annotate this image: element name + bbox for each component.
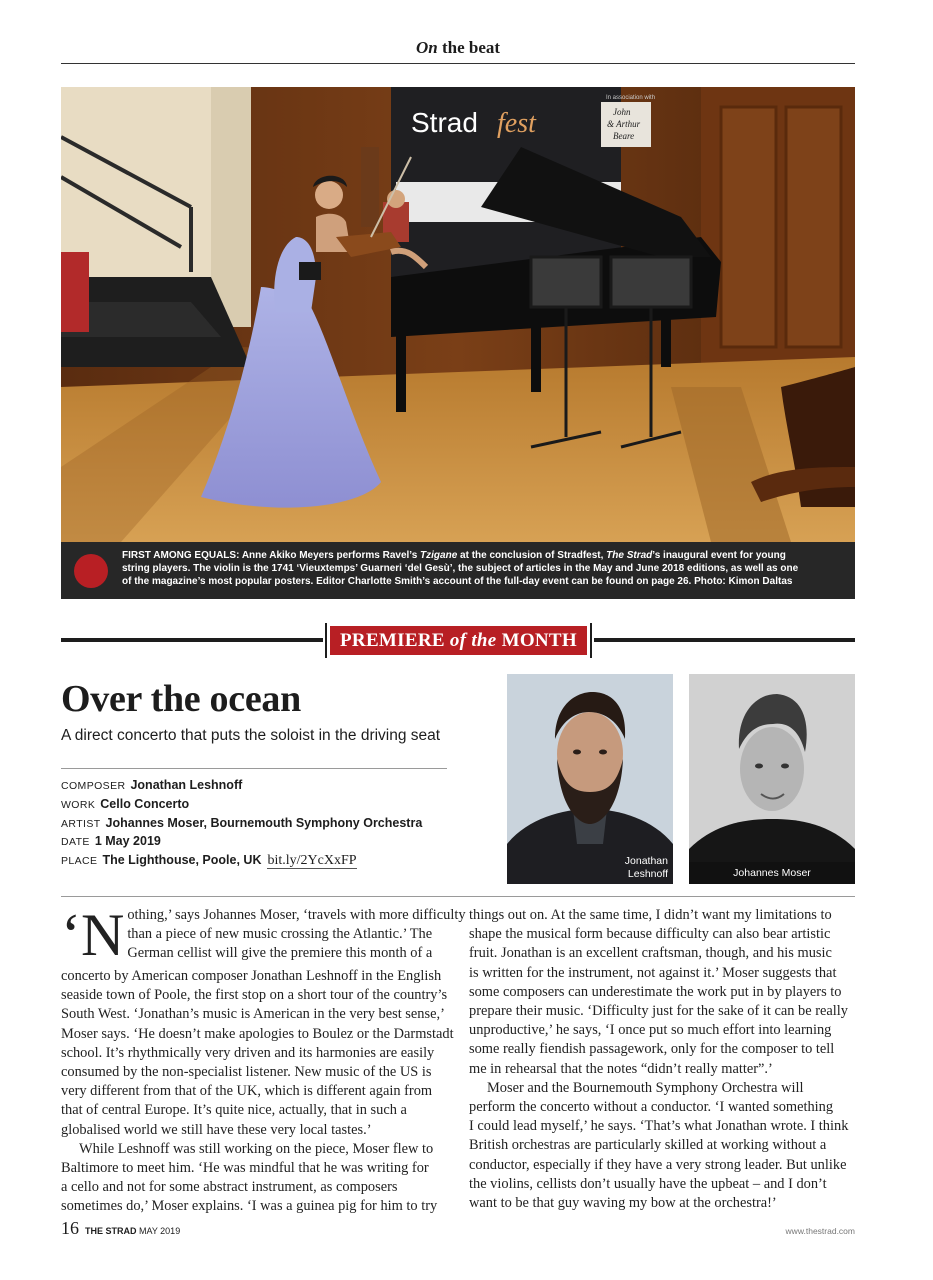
backdrop-logo-accent: fest (497, 108, 536, 139)
drop-cap: ‘N (61, 902, 125, 968)
footer-magazine (85, 1226, 180, 1236)
portrait-label-right: Johannes Moser (689, 862, 855, 884)
text-line: South West. ‘Jonathan’s music is American in the very best sense,’ (61, 1006, 445, 1023)
section-header-italic: On (415, 38, 438, 57)
caption-line-3: of the magazine’s most popular posters. Editor Charlotte Smith’s account of the full-day event can be found on page 26. Photo: Kimon Daltas (122, 576, 793, 588)
body-column-2 (469, 906, 855, 1213)
text-line: sometimes do,’ Moser explains. ‘I was a guinea pig for him to try (61, 1198, 438, 1215)
premiere-banner (330, 626, 587, 655)
portrait-moser-illustration (689, 674, 855, 884)
text-line: Moser and the Bournemouth Symphony Orchestra will (487, 1079, 804, 1096)
text-line: want to be that guy waving my bow at the orchestra!’ (469, 1195, 777, 1212)
footer-magazine-name: THE STRAD (85, 1226, 137, 1236)
fact-label: ARTIST (61, 817, 101, 830)
photo-caption (61, 542, 855, 599)
section-header (61, 38, 855, 58)
partner-name-2: & Arthur (607, 119, 641, 129)
text-line: German cellist will give the premiere this month of a (127, 945, 433, 962)
caption-magazine: The Strad (606, 550, 653, 561)
caption-text (122, 549, 802, 589)
text-line: me in rehearsal that the notes “didn’t really matter”.’ (469, 1060, 773, 1077)
concert-photo-illustration (61, 87, 855, 542)
backdrop-partner: In association with (606, 95, 656, 101)
text-line: very different from that of the UK, which is different again from (61, 1083, 433, 1100)
partner-name-1: John (613, 107, 631, 117)
text-line: British orchestras are particularly skilled at working without a (469, 1137, 827, 1154)
paragraph-4 (469, 1079, 855, 1213)
paragraph-3 (469, 906, 855, 1079)
fact-label: DATE (61, 836, 90, 849)
concert-photo (61, 87, 855, 542)
caption-line-2: string players. The violin is the 1741 ‘Vieuxtemps’ Guarneri ‘del Gesù’, the subject of articles in the May and June 2018 editions, as well as one (122, 563, 799, 575)
portrait-label-left-line-2: Leshnoff (627, 868, 668, 880)
text-line: the violins, cellists don’t usually have the upbeat – and I don’t (469, 1175, 827, 1192)
text-line: some composers can underestimate the work put in by players to (469, 983, 842, 1000)
fact-value: Jonathan Leshnoff (130, 778, 243, 792)
fact-place (61, 851, 481, 870)
text-line: fruit. Jonathan is an excellent craftsman, though, and his music (469, 945, 832, 962)
caption-part-2: at the conclusion of Stradfest, (457, 550, 607, 561)
caption-marker-icon (74, 554, 108, 588)
fact-label: WORK (61, 798, 96, 811)
text-line: some really fiendish passagework, only for the composer to tell (469, 1041, 835, 1058)
paragraph-1 (61, 902, 466, 1140)
caption-lead: FIRST AMONG EQUALS: (122, 550, 240, 561)
text-line: I could lead myself,’ he says. ‘That’s what Jonathan wrote. I think (469, 1118, 849, 1135)
portrait-leshnoff-illustration (507, 674, 673, 884)
text-line: that of central Europe. It’s quite nice, actually, that in such a (61, 1102, 407, 1119)
page-number: 16 (61, 1218, 79, 1238)
text-line: Baltimore to meet him. ‘He was mindful that he was writing for (61, 1160, 429, 1177)
caption-work-title: Tzigane (420, 550, 458, 561)
text-line: conductor, especially if they have a very strong leader. But unlike (469, 1156, 847, 1173)
text-line: While Leshnoff was still working on the piece, Moser flew to (79, 1140, 434, 1157)
text-line: is written for the instrument, not against it.’ Moser suggests that (469, 964, 837, 981)
body-divider (61, 896, 855, 897)
text-line: seaside town of Poole, the first stop on a short tour of the country’s (61, 987, 448, 1004)
caption-part-1: Anne Akiko Meyers performs Ravel’s (239, 550, 421, 561)
banner-rule-left (61, 638, 323, 642)
header-divider (61, 63, 855, 64)
banner-rule-right (594, 638, 855, 642)
fact-date (61, 832, 481, 851)
footer-issue: MAY 2019 (136, 1226, 181, 1236)
fact-work (61, 795, 481, 814)
subtitle-divider (61, 768, 447, 769)
banner-text-1: PREMIERE (340, 630, 450, 651)
text-line: a cello and not for some abstract instrument, as composers (61, 1179, 398, 1196)
fact-value: The Lighthouse, Poole, UK (102, 853, 262, 868)
text-line: othing,’ says Johannes Moser, ‘travels with more difficulty (127, 907, 466, 923)
paragraph-2 (61, 1140, 447, 1217)
event-link[interactable]: bit.ly/2YcXxFP (267, 853, 357, 869)
section-header-text: the beat (441, 38, 501, 57)
caption-part-3: ’s inaugural event for young (652, 550, 786, 561)
text-line: concerto by American composer Jonathan Leshnoff in the English (61, 968, 442, 984)
fact-label: PLACE (61, 855, 98, 868)
portrait-jonathan-leshnoff (507, 674, 673, 884)
body-column-1 (61, 902, 466, 1217)
text-line: Moser says. ‘He doesn’t make apologies to Boulez or the Darmstadt (61, 1025, 454, 1042)
article-subtitle: A direct concerto that puts the soloist in the driving seat (61, 727, 441, 744)
article-title: Over the ocean (61, 678, 301, 720)
portrait-johannes-moser (689, 674, 855, 884)
text-line: prepare their music. ‘Difficulty just for the sake of it can be really (469, 1003, 848, 1020)
banner-text-italic: of the (449, 630, 497, 651)
fact-value: Johannes Moser, Bournemouth Symphony Orchestra (105, 815, 423, 830)
portrait-label-left-line-1: Jonathan (624, 855, 668, 867)
text-line: consumed by the non-specialist listener. New music of the US is (61, 1064, 432, 1081)
text-line: things out on. At the same time, I didn’t want my limitations to (469, 907, 832, 923)
footer-url[interactable]: www.thestrad.com (785, 1226, 855, 1236)
partner-name-3: Beare (613, 131, 635, 141)
fact-value: 1 May 2019 (94, 834, 161, 849)
fact-artist (61, 814, 481, 833)
text-line: globalised world we still have these very local tastes.’ (61, 1121, 372, 1138)
fact-value: Cello Concerto (100, 796, 190, 811)
banner-text-2: MONTH (496, 630, 577, 651)
portrait-label-left (625, 855, 668, 881)
text-line: school. It’s rhythmically very driven and its harmonies are easily (61, 1044, 435, 1061)
text-line: unproductive,’ he says, ‘I once put so much effort into learning (469, 1022, 832, 1039)
fact-label: COMPOSER (61, 780, 126, 792)
fact-box (61, 776, 481, 870)
fact-composer (61, 776, 481, 795)
text-line: shape the musical form because difficulty can also bear artistic (469, 926, 831, 943)
text-line: perform the concerto without a conductor. ‘I wanted something (469, 1099, 834, 1116)
backdrop-logo-text: Strad (411, 107, 478, 138)
text-line: than a piece of new music crossing the Atlantic.’ The (127, 926, 433, 943)
